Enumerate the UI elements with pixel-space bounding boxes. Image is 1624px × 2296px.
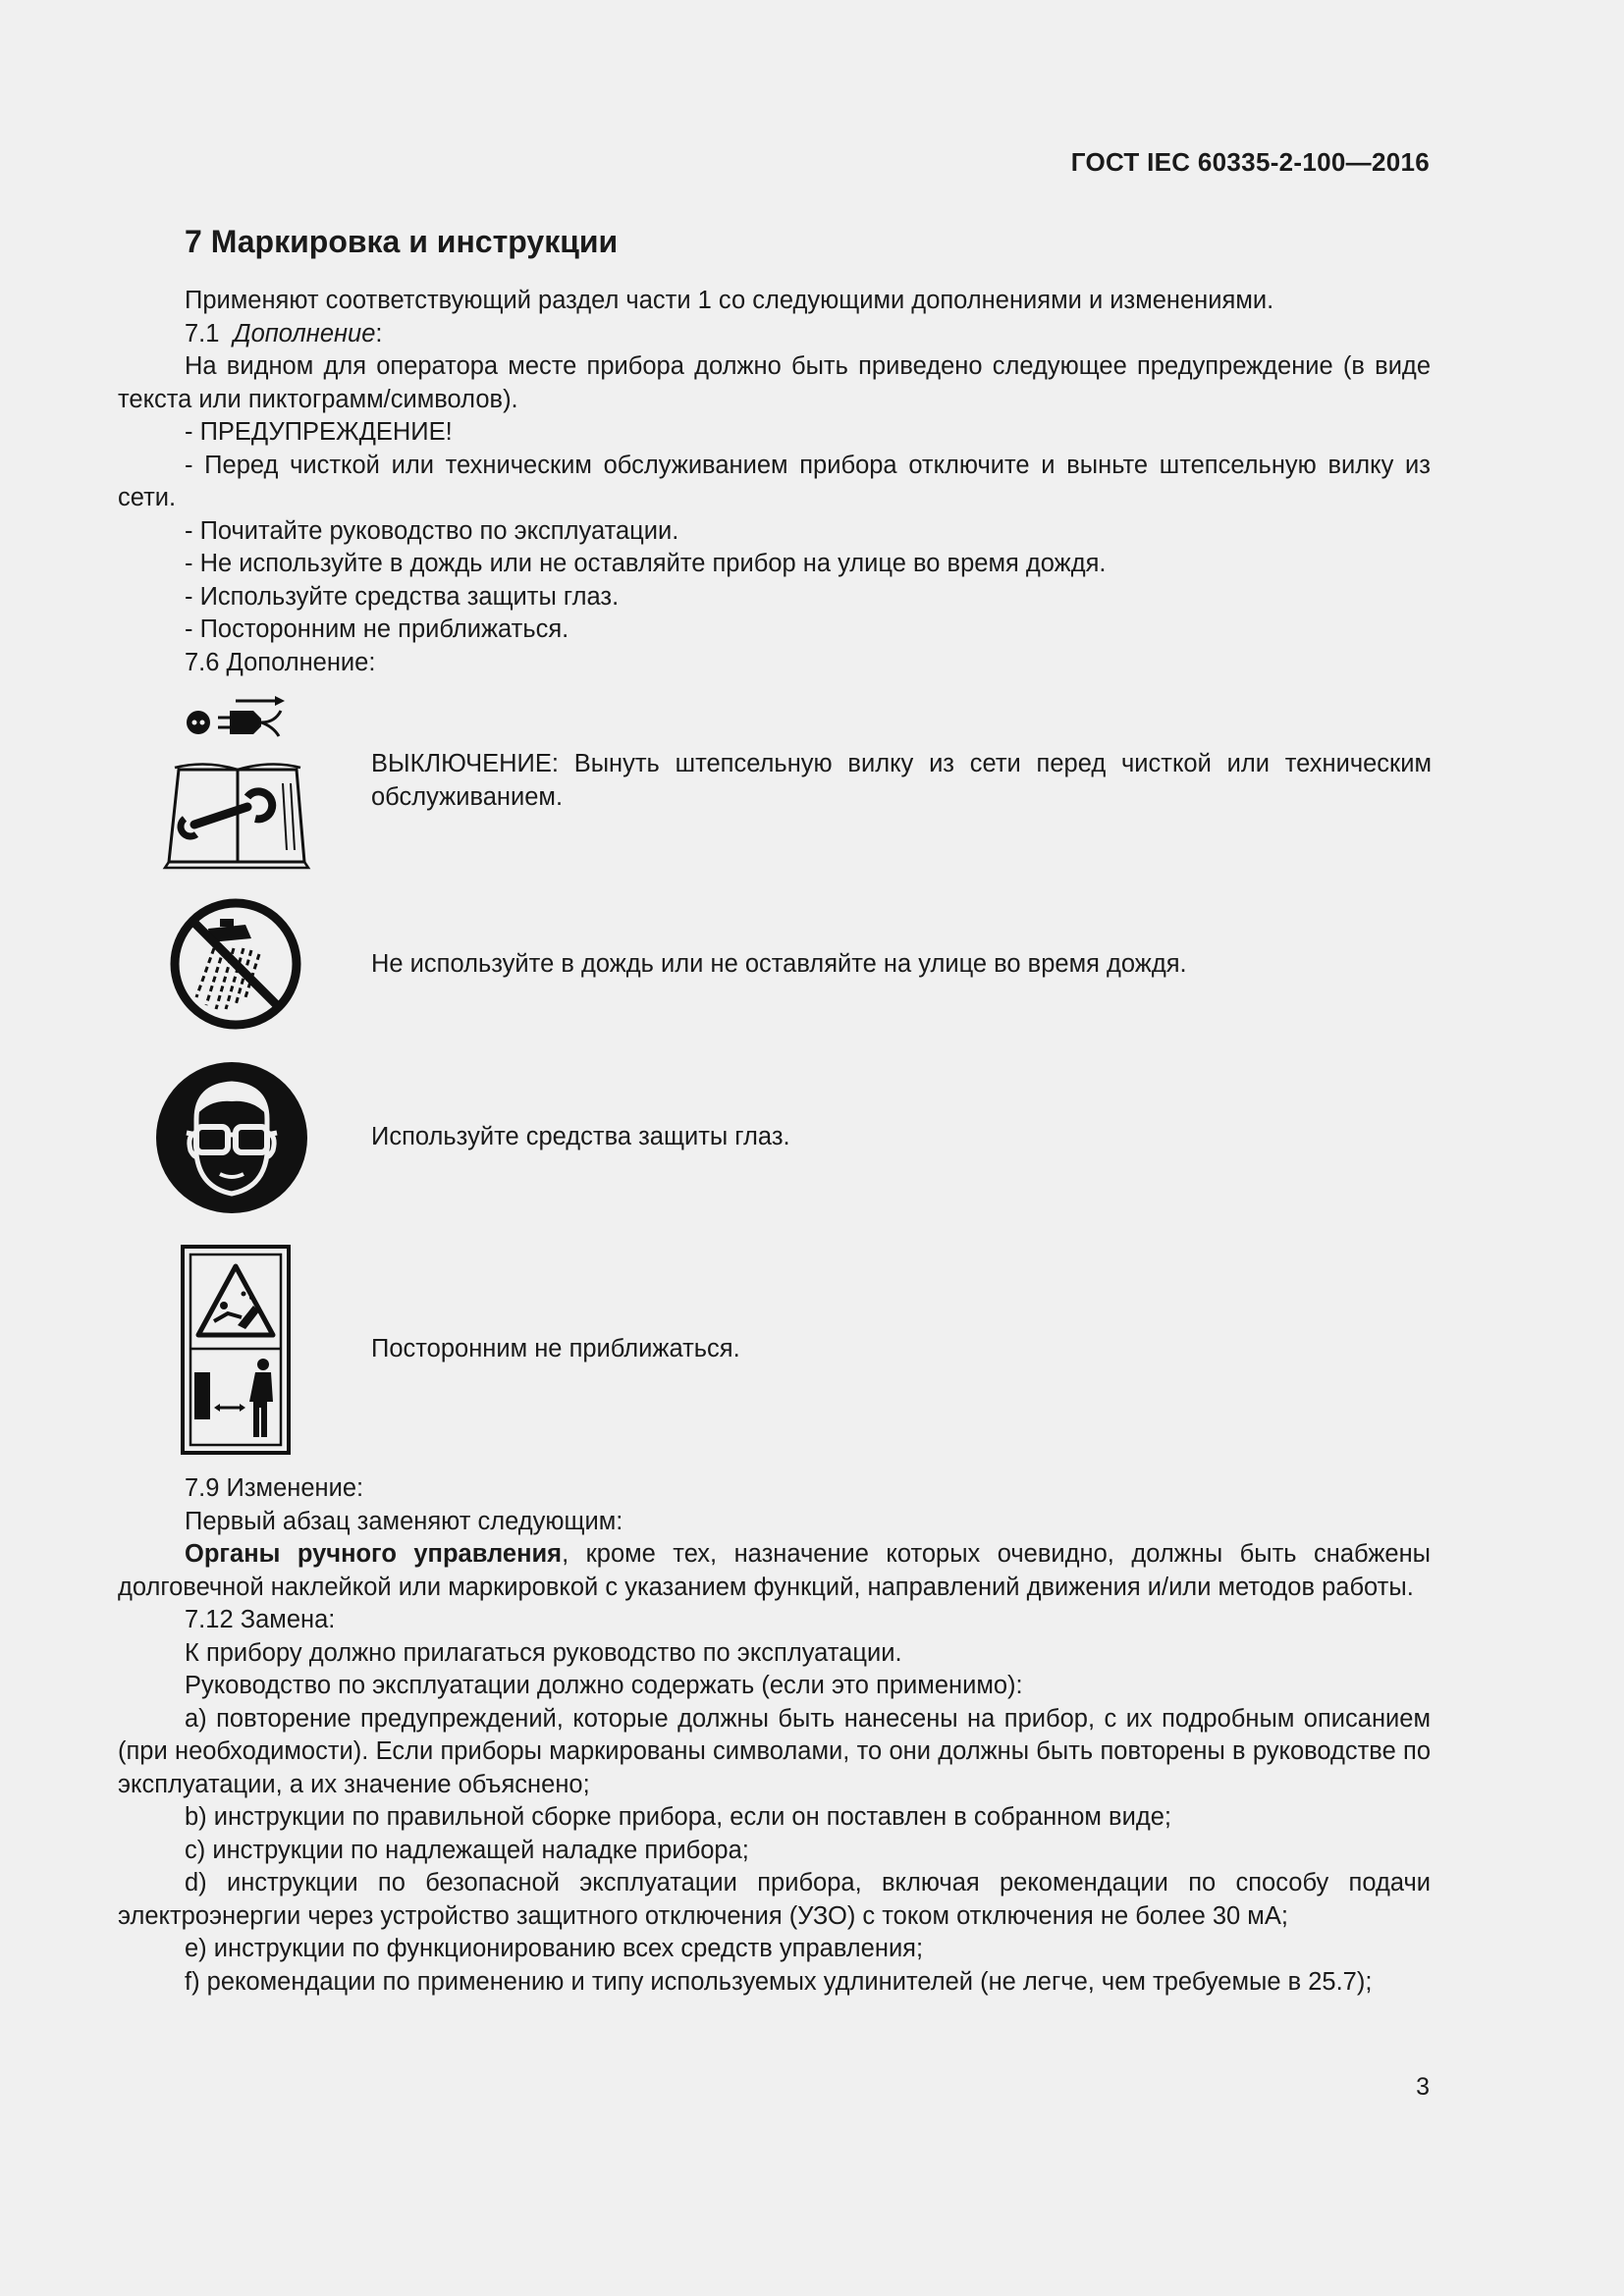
list-item: c) инструкции по надлежащей наладке прибора; (185, 1836, 749, 1864)
body-block (118, 1472, 1431, 1999)
paragraph-text: , кроме тех, назначение которых очевидно, должны быть снабжены долговечной наклейкой или маркировкой с указанием функций, направлений движения и/или методов работы. (118, 1540, 1431, 1601)
list-item: - ПРЕДУПРЕЖДЕНИЕ! (185, 418, 453, 446)
clause-7-1 (118, 318, 1431, 351)
page-number: 3 (1416, 2073, 1430, 2101)
symbol-caption: Используйте средства защиты глаз. (371, 1123, 790, 1150)
intro-block (118, 285, 1431, 679)
list-item: - Почитайте руководство по эксплуатации. (185, 516, 679, 545)
paragraph: Руководство по эксплуатации должно содержать (если это применимо): (185, 1672, 1023, 1699)
list-item: - Не используйте в дождь или не оставляйте прибор на улице во время дождя. (185, 550, 1107, 577)
paragraph (118, 1538, 1431, 1604)
list-item: - Используйте средства защиты глаз. (185, 582, 620, 611)
symbol-caption: Не используйте в дождь или не оставляйте на улице во время дождя. (371, 950, 1187, 978)
paragraph: К прибору должно прилагаться руководство по эксплуатации. (185, 1638, 902, 1667)
list-item: f) рекомендации по применению и типу используемых удлинителей (не легче, чем требуемые в 25.7); (185, 1967, 1373, 1996)
clause-label: Дополнение (233, 319, 376, 347)
clause-colon: : (375, 319, 383, 347)
section-title: 7 Маркировка и инструкции (185, 224, 619, 259)
eye-protection-icon (153, 1060, 310, 1215)
clause-7-12: 7.12 Замена: (185, 1606, 336, 1633)
list-item: - Перед чисткой или техническим обслуживанием прибора отключите и выньте штепсельную вилку из сети. (118, 451, 1431, 511)
list-item: a) повторение предупреждений, которые должны быть нанесены на прибор, с их подробным описанием (при необходимости). Если приборы маркированы символами, то они должны быть повторены в руководстве по эксплуатации, а их значение объяснено; (118, 1704, 1431, 1798)
clause-number: 7.1 (185, 319, 220, 347)
clause-7-6: 7.6 Дополнение: (185, 648, 376, 676)
symbol-caption: Посторонним не приближаться. (371, 1335, 740, 1362)
list-item: d) инструкции по безопасной эксплуатации прибора, включая рекомендации по способу подачи электроэнергии через устройство защитного отключения (УЗО) с током отключения не более 30 мА; (118, 1869, 1431, 1930)
symbol-row-keep-away (157, 1245, 1434, 1455)
paragraph: Первый абзац заменяют следующим: (185, 1507, 623, 1535)
keep-distance-icon (181, 1245, 291, 1455)
standard-id: ГОСТ IEC 60335-2-100—2016 (1070, 147, 1430, 177)
paragraph: На видном для оператора месте прибора должно быть приведено следующее предупреждение (в виде текста или пиктограмм/символов). (118, 352, 1431, 413)
symbol-caption: ВЫКЛЮЧЕНИЕ: Вынуть штепсельную вилку из сети перед чисткой или техническим обслуживанием. (371, 750, 1432, 811)
clause-7-9: 7.9 Изменение: (185, 1474, 364, 1502)
list-item: e) инструкции по функционированию всех средств управления; (185, 1935, 924, 1962)
symbol-row-unplug (157, 693, 1434, 876)
symbol-row-eye-protection (157, 1060, 1434, 1215)
bold-term: Органы ручного управления (185, 1540, 563, 1568)
symbol-row-no-rain (157, 895, 1434, 1033)
paragraph: Применяют соответствующий раздел части 1 со следующими дополнениями и изменениями. (185, 287, 1274, 314)
list-item: b) инструкции по правильной сборке прибора, если он поставлен в собранном виде; (185, 1803, 1171, 1831)
list-item: - Посторонним не приближаться. (185, 615, 569, 643)
unplug-manual-icon (157, 693, 314, 876)
no-rain-icon (157, 895, 304, 1033)
